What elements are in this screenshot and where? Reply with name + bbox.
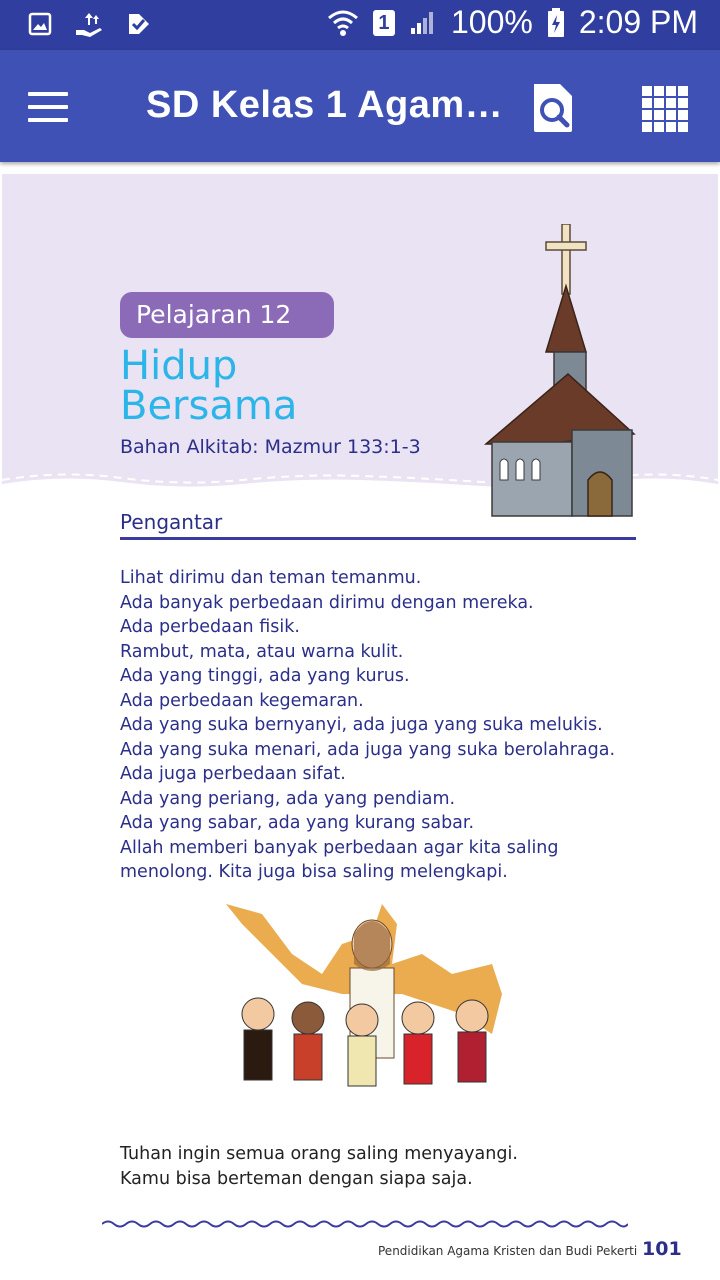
clock: 2:09 PM	[578, 4, 698, 40]
text-line: Ada yang sabar, ada yang kurang sabar.	[120, 813, 475, 833]
app-title: SD Kelas 1 Agam…	[146, 84, 504, 126]
lesson-title-line2: Bersama	[120, 383, 298, 429]
text-line: Rambut, mata, atau warna kulit.	[120, 641, 404, 662]
battery-percent: 100%	[450, 4, 533, 40]
book-page[interactable]	[2, 174, 718, 1280]
search-document-icon[interactable]	[530, 82, 576, 134]
sim-icon: 1	[373, 10, 395, 36]
text-line: menolong. Kita juga bisa saling melengkapi.	[120, 862, 508, 882]
signal-icon	[409, 10, 437, 36]
section-divider	[120, 537, 636, 540]
menu-icon[interactable]	[28, 92, 68, 122]
text-line: Ada perbedaan fisik.	[120, 617, 300, 637]
text-line: Ada perbedaan kegemaran.	[120, 690, 364, 711]
text-line: Allah memberi banyak perbedaan agar kita saling	[120, 837, 559, 858]
text-line: Ada yang tinggi, ada yang kurus.	[120, 666, 410, 686]
image-icon	[28, 12, 52, 36]
text-line: Ada yang suka bernyanyi, ada juga yang suka melukis.	[120, 715, 603, 735]
status-bar	[0, 0, 720, 50]
section-heading: Pengantar	[120, 510, 223, 534]
status-right	[327, 4, 698, 41]
lesson-badge: Pelajaran 12	[120, 292, 334, 338]
text-line: Ada banyak perbedaan dirimu dengan mereka.	[120, 592, 534, 613]
caption-line2: Kamu bisa berteman dengan siapa saja.	[120, 1169, 473, 1189]
footer-book-title: Pendidikan Agama Kristen dan Budi Pekerti	[378, 1244, 638, 1258]
caption-line1: Tuhan ingin semua orang saling menyayangi.	[120, 1144, 518, 1164]
page-number: 101	[642, 1238, 682, 1260]
apps-grid-icon[interactable]	[640, 84, 688, 132]
battery-charging-icon	[547, 8, 565, 38]
child-figures	[242, 998, 488, 1086]
text-line: Ada yang suka menari, ada juga yang suka berolahraga.	[120, 739, 616, 760]
caption	[120, 1142, 518, 1192]
intro-text	[120, 566, 615, 885]
children-map-illustration	[222, 894, 512, 1134]
wifi-icon	[327, 8, 359, 38]
text-line: Ada juga perbedaan sifat.	[120, 764, 346, 784]
text-line: Ada yang periang, ada yang pendiam.	[120, 788, 456, 809]
status-left-icons	[28, 10, 152, 38]
lesson-title-line1: Hidup	[120, 343, 238, 389]
bible-reference: Bahan Alkitab: Mazmur 133:1-3	[120, 436, 421, 458]
app-bar	[0, 50, 720, 162]
church-illustration	[484, 224, 644, 524]
hand-upload-icon	[74, 10, 104, 38]
task-check-icon	[126, 11, 152, 37]
lesson-title	[120, 343, 298, 429]
text-line: Lihat dirimu dan teman temanmu.	[120, 568, 422, 588]
footer-wave	[102, 1217, 628, 1231]
